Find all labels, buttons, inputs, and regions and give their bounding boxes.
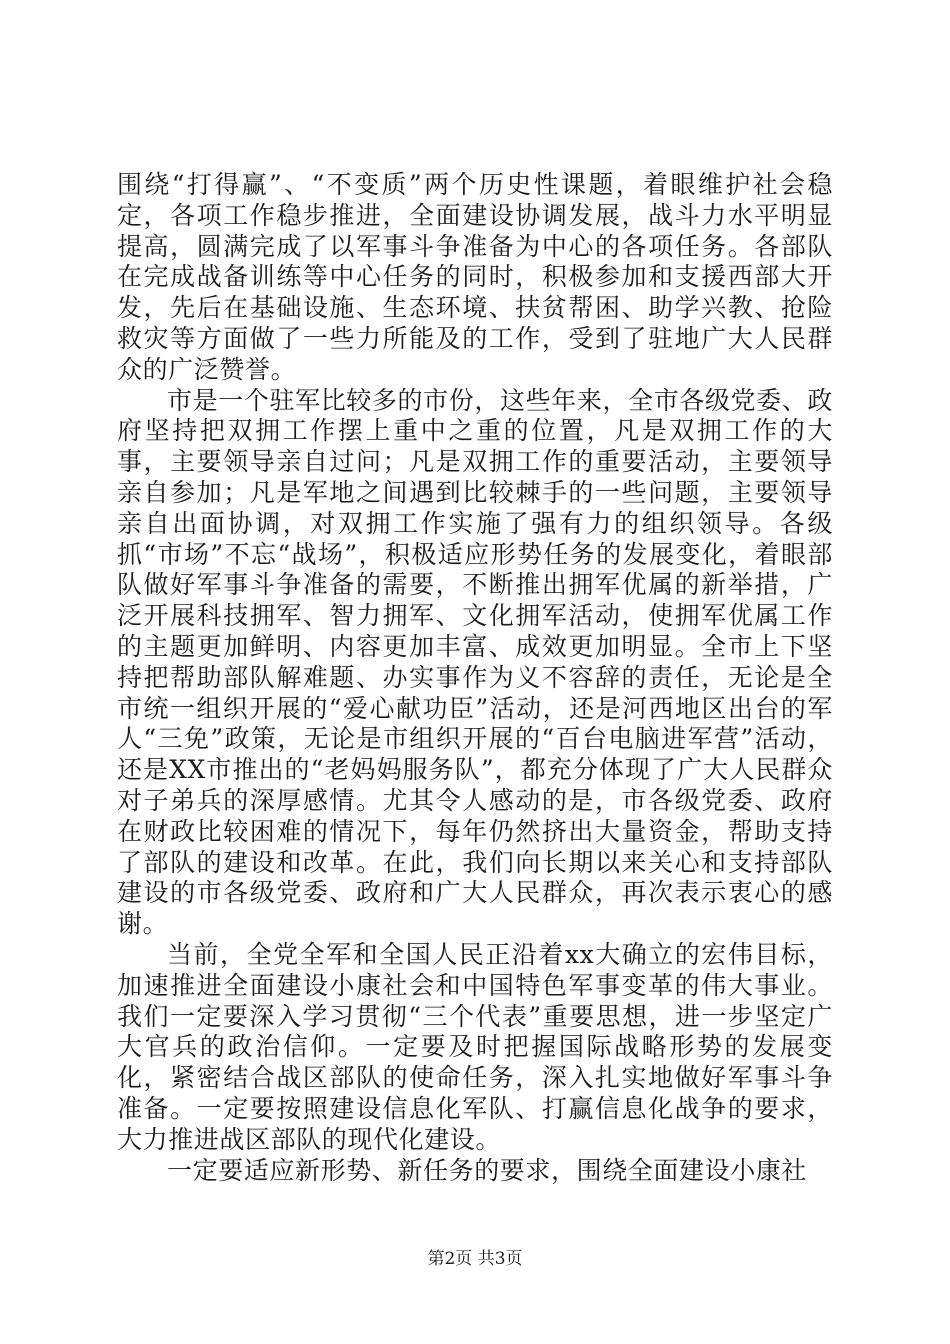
document-body [117,170,833,1186]
paragraph-3: 当前，全党全军和全国人民正沿着xx大确立的宏伟目标，加速推进全面建设小康社会和中国特色军事变革的伟大事业。我们一定要深入学习贯彻“三个代表”重要思想，进一步坚定广大官兵的政治信仰。一定要及时把握国际战略形势的发展变化，紧密结合战区部队的使命任务，深入扎实地做好军事斗争准备。一定要按照建设信息化军队、打赢信息化战争的要求，大力推进战区部队的现代化建设。 [117,939,833,1154]
paragraph-1: 围绕“打得赢”、“不变质”两个历史性课题，着眼维护社会稳定，各项工作稳步推进，全面建设协调发展，战斗力水平明显提高，圆满完成了以军事斗争准备为中心的各项任务。各部队在完成战备训练等中心任务的同时，积极参加和支援西部大开发，先后在基础设施、生态环境、扶贫帮困、助学兴教、抢险救灾等方面做了一些力所能及的工作，受到了驻地广大人民群众的广泛赞誉。 [117,170,833,384]
paragraph-2: 市是一个驻军比较多的市份，这些年来，全市各级党委、政府坚持把双拥工作摆上重中之重的位置，凡是双拥工作的大事，主要领导亲自过问；凡是双拥工作的重要活动，主要领导亲自参加；凡是军地之间遇到比较棘手的一些问题，主要领导亲自出面协调，对双拥工作实施了强有力的组织领导。各级抓“市场”不忘“战场”，积极适应形势任务的发展变化，着眼部队做好军事斗争准备的需要，不断推出拥军优属的新举措，广泛开展科技拥军、智力拥军、文化拥军活动，使拥军优属工作的主题更加鲜明、内容更加丰富、成效更加明显。全市上下坚持把帮助部队解难题、办实事作为义不容辞的责任，无论是全市统一组织开展的“爱心献功臣”活动，还是河西地区出台的军人“三免”政策，无论是市组织开展的“百台电脑进军营”活动，还是XX市推出的“老妈妈服务队”，都充分体现了广大人民群众对子弟兵的深厚感情。尤其令人感动的是，市各级党委、政府在财政比较困难的情况下，每年仍然挤出大量资金，帮助支持了部队的建设和改革。在此，我们向长期以来关心和支持部队建设的市各级党委、政府和广大人民群众，再次表示衷心的感谢。 [117,385,833,939]
page-number-footer: 第2页 共3页 [427,1249,523,1269]
paragraph-4: 一定要适应新形势、新任务的要求，围绕全面建设小康社 [167,1155,808,1185]
